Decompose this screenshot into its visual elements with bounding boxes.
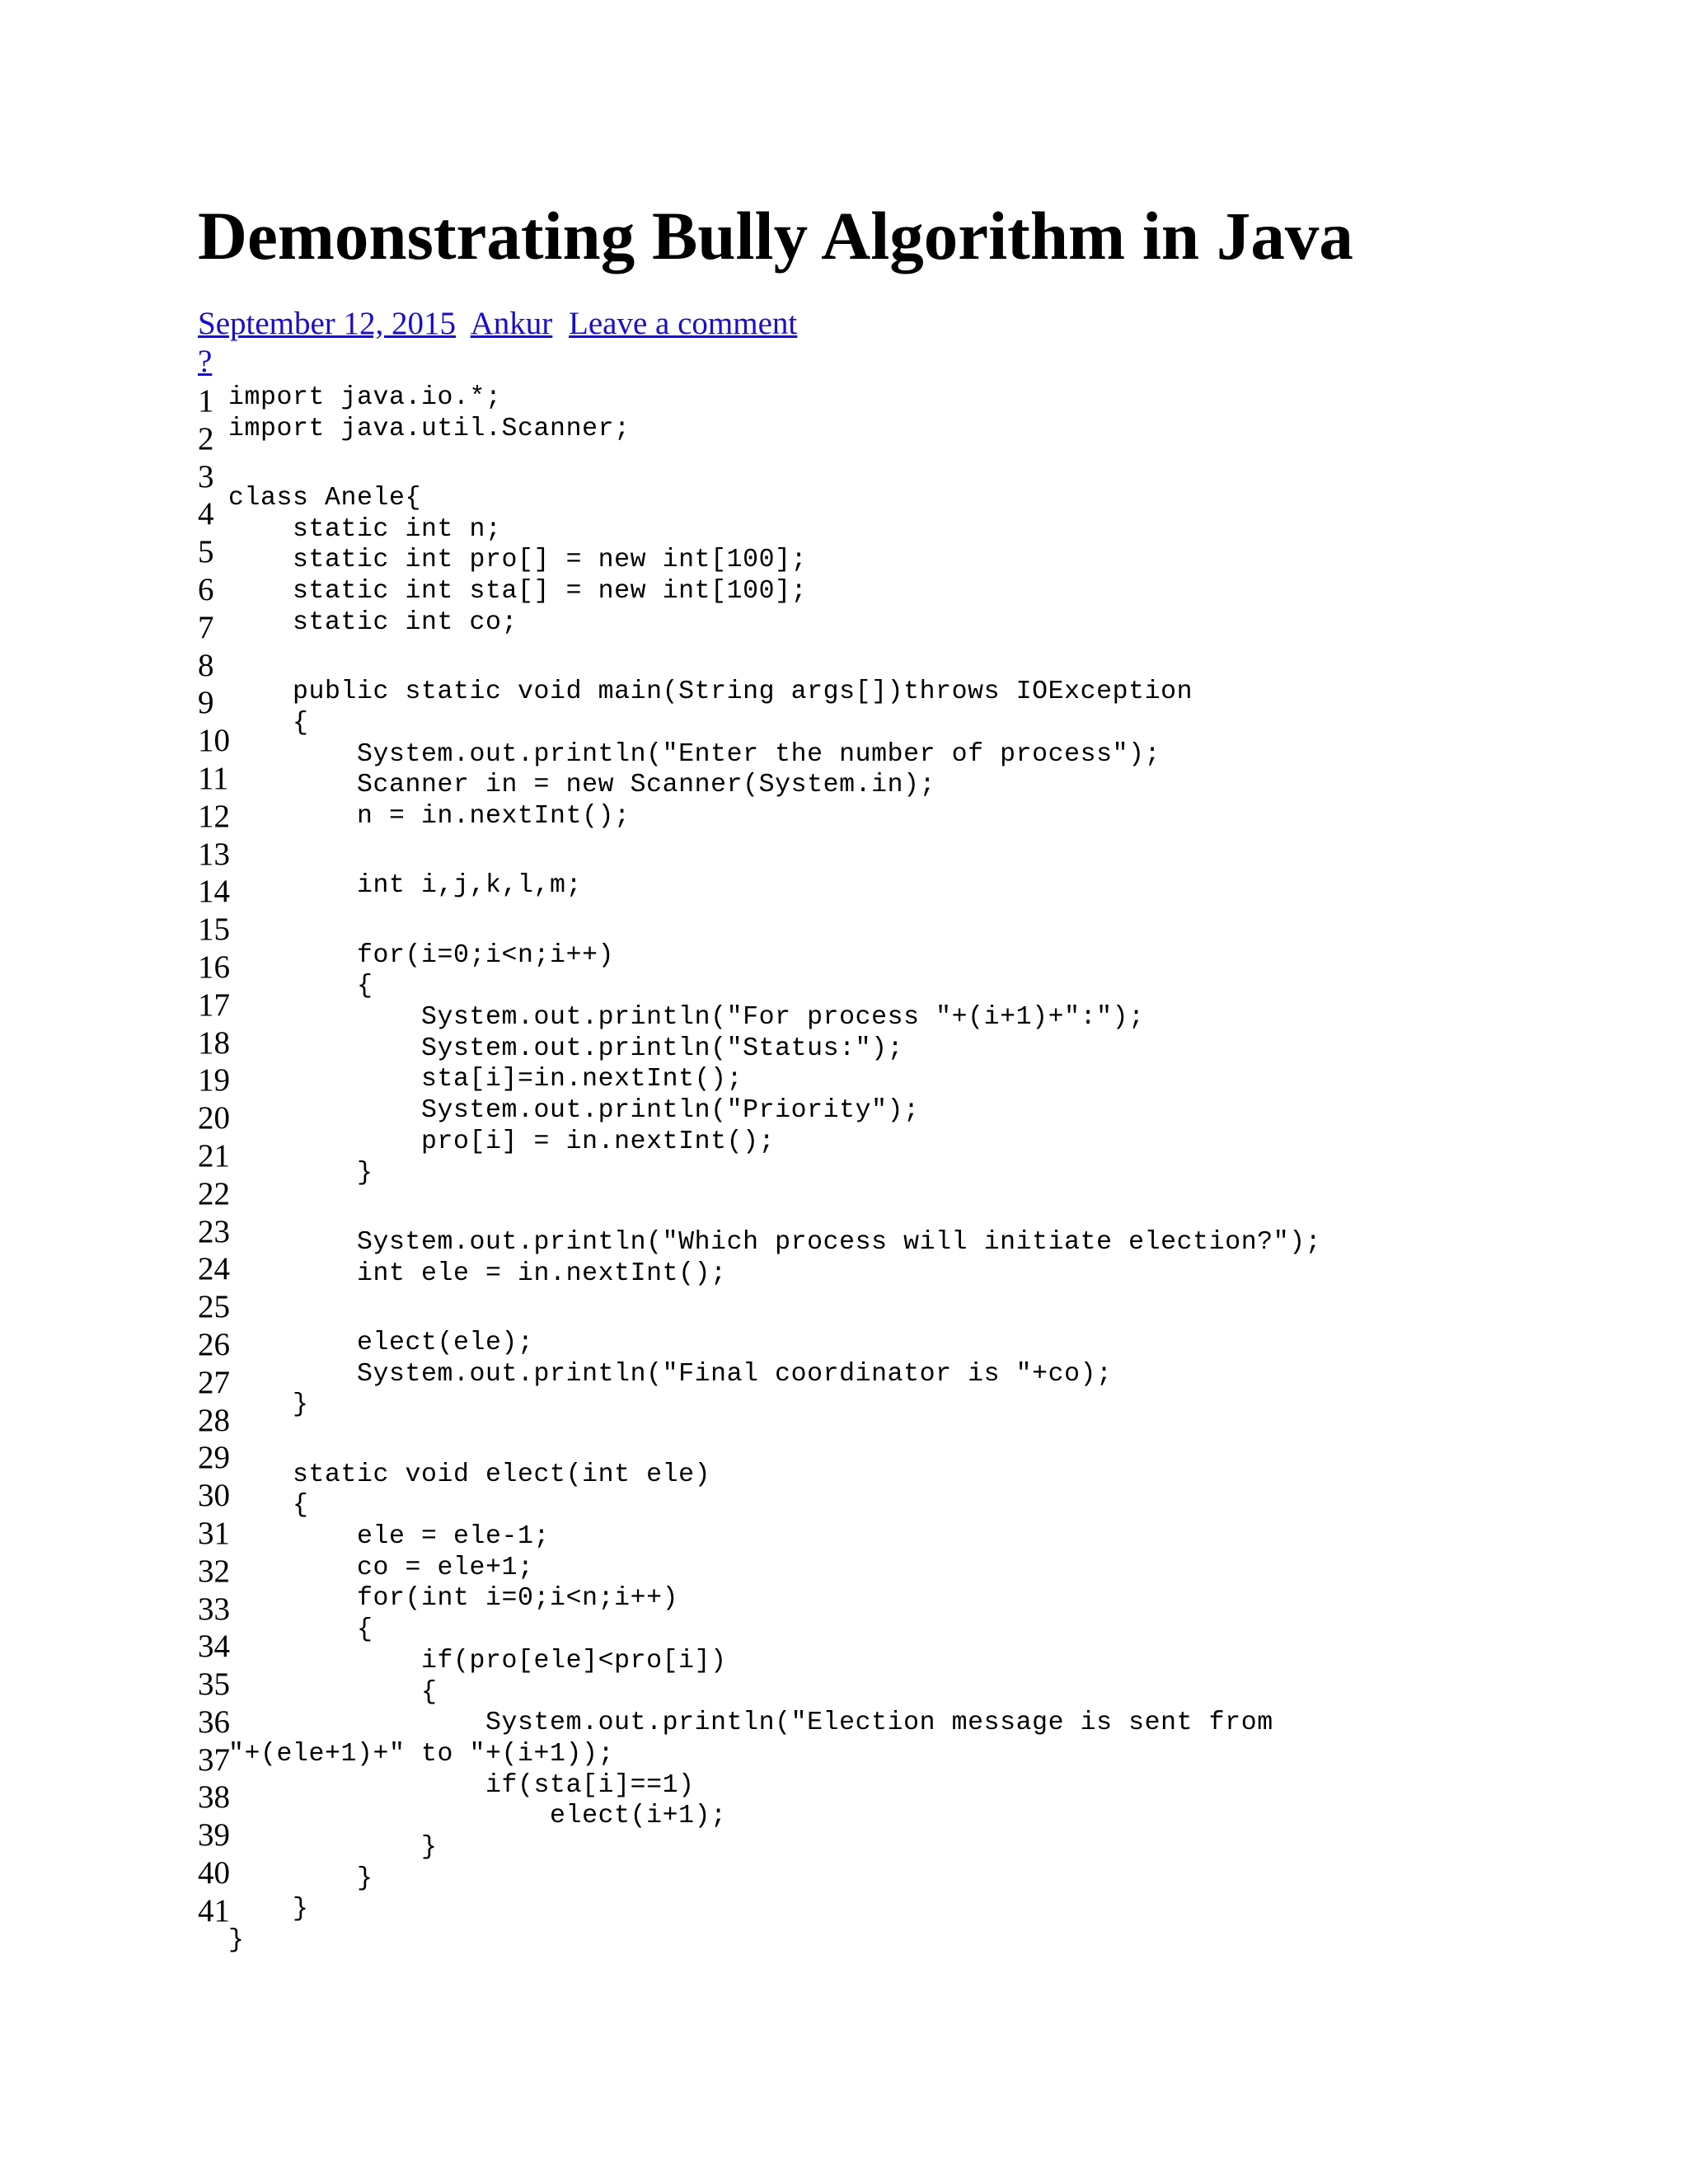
code-line (228, 1188, 1321, 1220)
code-line: public static void main(String args[])throws IOException (228, 677, 1193, 707)
code-line: "+(ele+1)+" to "+(i+1)); (228, 1739, 615, 1769)
code-line (228, 1289, 1321, 1320)
line-number: 28 (198, 1402, 230, 1438)
line-number: 17 (198, 987, 230, 1023)
code-line: } (228, 1926, 245, 1955)
line-number: 38 (198, 1779, 230, 1816)
code-line: System.out.println("Status:"); (228, 1033, 904, 1063)
line-number: 8 (198, 647, 214, 683)
code-line: ele = ele-1; (228, 1522, 551, 1552)
line-number: 3 (198, 458, 214, 494)
code-line: System.out.println("Final coordinator is "+co); (228, 1359, 1113, 1389)
line-number: 15 (198, 912, 230, 948)
line-number: 35 (198, 1666, 230, 1703)
code-line: static int n; (228, 514, 502, 544)
line-number: 41 (198, 1892, 230, 1929)
line-number: 7 (198, 609, 214, 645)
code-line: { (228, 1615, 373, 1645)
line-number: 22 (198, 1175, 230, 1212)
leave-comment-link[interactable]: Leave a comment (569, 306, 798, 341)
post-article (198, 194, 1517, 1973)
line-number: 21 (198, 1137, 230, 1174)
post-title: Demonstrating Bully Algorithm in Java (198, 198, 1353, 274)
code-line (228, 444, 1321, 476)
code-line: } (228, 1390, 309, 1420)
line-number: 12 (198, 798, 230, 834)
line-number: 1 (198, 383, 214, 419)
code-line: if(sta[i]==1) (228, 1770, 695, 1800)
line-number: 25 (198, 1289, 230, 1325)
code-line: { (228, 1677, 438, 1707)
line-number: 39 (198, 1817, 230, 1854)
line-number: 13 (198, 836, 230, 872)
line-number: 36 (198, 1704, 230, 1740)
line-number: 19 (198, 1062, 230, 1099)
code-line (228, 902, 1321, 933)
code-line: int ele = in.nextInt(); (228, 1258, 727, 1288)
code-line: static int sta[] = new int[100]; (228, 577, 808, 607)
code-line: elect(ele); (228, 1328, 534, 1357)
code-line: sta[i]=in.nextInt(); (228, 1065, 743, 1094)
line-number: 23 (198, 1213, 230, 1249)
code-line: System.out.println("Enter the number of process"); (228, 739, 1161, 769)
line-number: 16 (198, 949, 230, 985)
post-author-link[interactable]: Ankur (470, 306, 553, 341)
line-number: 27 (198, 1364, 230, 1400)
line-number: 33 (198, 1591, 230, 1627)
line-number: 11 (198, 760, 229, 796)
code-line: { (228, 708, 309, 738)
line-number: 31 (198, 1515, 230, 1551)
code-line: } (228, 1832, 438, 1862)
code-line (228, 832, 1321, 864)
code-line: static int pro[] = new int[100]; (228, 546, 808, 575)
line-number: 4 (198, 496, 214, 532)
code-line: } (228, 1895, 309, 1924)
line-number: 40 (198, 1855, 230, 1891)
code-line: pro[i] = in.nextInt(); (228, 1127, 776, 1156)
code-line: static void elect(int ele) (228, 1460, 711, 1489)
line-number: 9 (198, 685, 214, 721)
code-line: Scanner in = new Scanner(System.in); (228, 771, 936, 800)
line-number: 6 (198, 571, 214, 607)
code-line: import java.util.Scanner; (228, 414, 631, 443)
code-line: for(int i=0;i<n;i++) (228, 1584, 679, 1614)
line-number: 20 (198, 1100, 230, 1137)
code-line: System.out.println("For process "+(i+1)+":"); (228, 1003, 1145, 1033)
line-number: 2 (198, 420, 214, 457)
line-number: 26 (198, 1326, 230, 1362)
post-meta (198, 305, 1517, 343)
code-line: } (228, 1158, 373, 1188)
code-line: class Anele{ (228, 484, 422, 513)
code-line: System.out.println("Which process will initiate election?"); (228, 1227, 1322, 1257)
code-line: } (228, 1863, 373, 1893)
code-line: if(pro[ele]<pro[i]) (228, 1646, 727, 1675)
code-line: for(i=0;i<n;i++) (228, 940, 615, 970)
code-line: System.out.println("Priority"); (228, 1096, 920, 1126)
code-line: import java.io.*; (228, 383, 502, 412)
line-number: 34 (198, 1629, 230, 1665)
code-line (228, 639, 1321, 670)
line-number: 30 (198, 1478, 230, 1514)
post-date-link[interactable]: September 12, 2015 (198, 306, 457, 341)
code-help-link[interactable]: ? (198, 344, 213, 379)
line-number: 10 (198, 723, 230, 759)
code-line: int i,j,k,l,m; (228, 871, 583, 901)
code-line: elect(i+1); (228, 1802, 727, 1831)
code-line: static int co; (228, 607, 518, 637)
line-number: 14 (198, 874, 230, 910)
code-line: { (228, 1491, 309, 1521)
line-number: 24 (198, 1251, 230, 1287)
line-number: 5 (198, 534, 214, 570)
source-code (228, 382, 1321, 1957)
code-line: co = ele+1; (228, 1553, 534, 1582)
code-line: n = in.nextInt(); (228, 801, 631, 831)
code-block (198, 382, 1517, 1973)
line-number: 37 (198, 1741, 230, 1778)
line-number: 29 (198, 1440, 230, 1476)
line-number: 18 (198, 1024, 230, 1061)
line-number-gutter (198, 382, 231, 1930)
line-number: 32 (198, 1553, 230, 1589)
code-line: { (228, 972, 373, 1001)
code-line: System.out.println("Election message is sent from (228, 1708, 1273, 1738)
code-line (228, 1421, 1321, 1452)
